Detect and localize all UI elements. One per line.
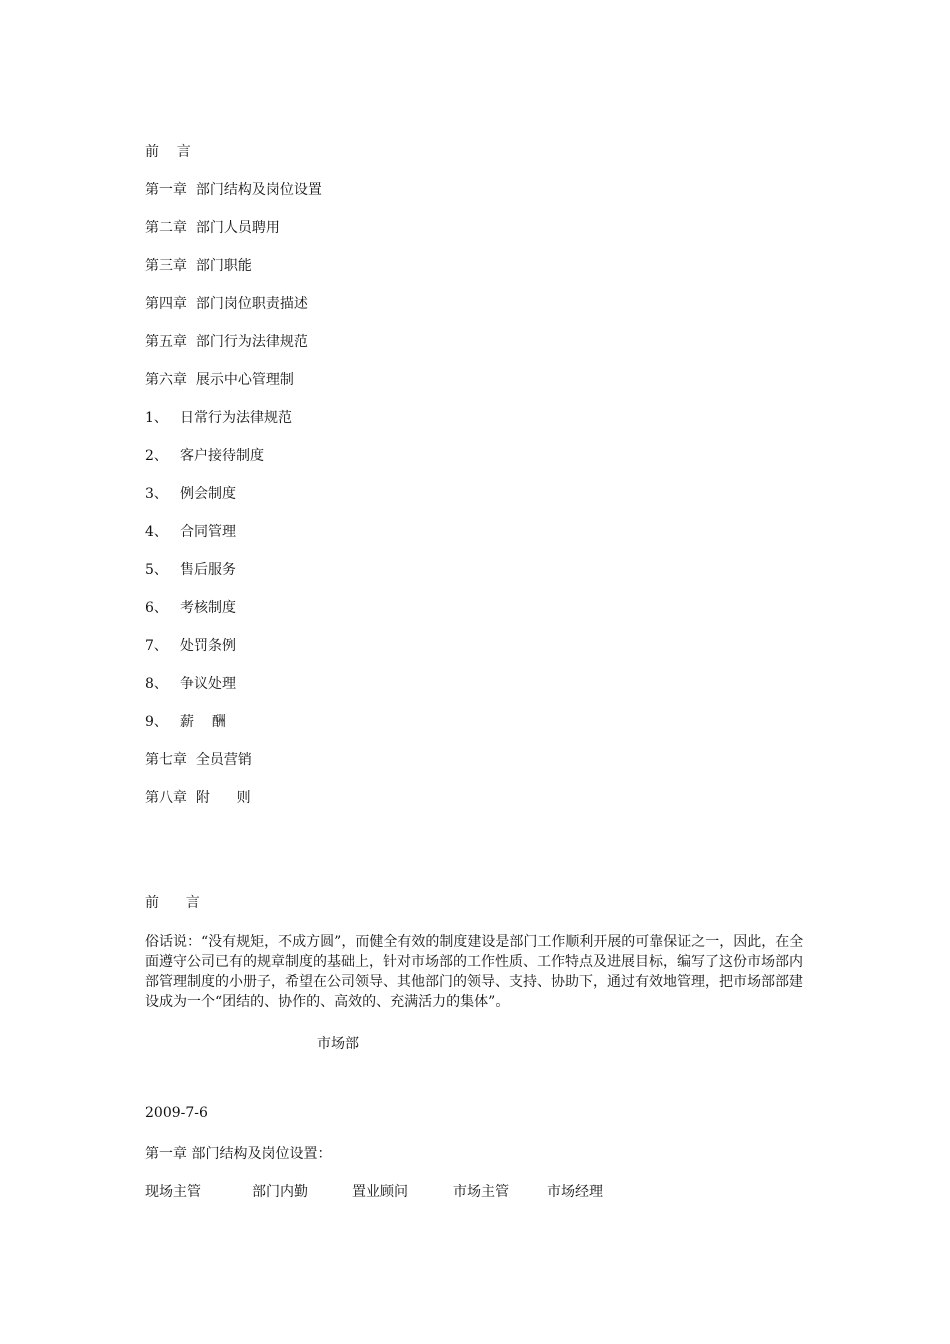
toc-item-number: 3、: [145, 486, 168, 502]
toc-item-number: 7、: [145, 638, 168, 654]
toc-item-text: 处罚条例: [180, 638, 236, 654]
toc-item-text: 合同管理: [180, 524, 236, 540]
toc-subitem: [145, 636, 322, 674]
toc-subitem: [145, 446, 322, 484]
toc-item: [145, 750, 322, 788]
toc-item: [145, 332, 322, 370]
table-of-contents: [145, 142, 322, 826]
preface-paragraph: 俗话说：“没有规矩，不成方圆”，而健全有效的制度建设是部门工作顺利开展的可靠保证之一，因此，在全面遵守公司已有的规章制度的基础上，针对市场部的工作性质、工作特点及进展目标，编写了这份市场部内部管理制度的小册子，希望在公司领导、其他部门的领导、支持、协助下，通过有效地管理，把市场部部建设成为一个“团结的、协作的、高效的、充满活力的集体”。: [145, 934, 804, 1010]
toc-item-text: 例会制度: [180, 486, 236, 502]
role-item: 现场主管: [145, 1184, 201, 1200]
preface-title: 前 言: [145, 895, 200, 911]
toc-item-text: 第八章 附 则: [145, 790, 251, 806]
toc-item: [145, 370, 322, 408]
toc-item-text: 考核制度: [180, 600, 236, 616]
toc-subitem: [145, 712, 322, 750]
toc-item-text: 客户接待制度: [180, 448, 264, 464]
toc-item-text: 第三章 部门职能: [145, 258, 252, 274]
toc-item-text: 争议处理: [180, 676, 236, 692]
role-list: [145, 1181, 805, 1201]
toc-item: [145, 788, 322, 826]
toc-item-number: 4、: [145, 524, 168, 540]
toc-subitem: [145, 598, 322, 636]
toc-item-text: 日常行为法律规范: [180, 410, 292, 426]
toc-item-text: 前 言: [145, 144, 191, 160]
toc-item: [145, 180, 322, 218]
toc-item-text: 第一章 部门结构及岗位设置: [145, 182, 322, 198]
toc-subitem: [145, 484, 322, 522]
toc-item-text: 第二章 部门人员聘用: [145, 220, 280, 236]
role-item: 置业顾问: [352, 1184, 408, 1200]
toc-item: [145, 142, 322, 180]
toc-item-number: 5、: [145, 562, 168, 578]
toc-subitem: [145, 408, 322, 446]
signature: 市场部: [317, 1036, 359, 1052]
toc-item: [145, 256, 322, 294]
toc-item: [145, 218, 322, 256]
role-item: 部门内勤: [252, 1184, 308, 1200]
toc-item-number: 6、: [145, 600, 168, 616]
toc-item-number: 9、: [145, 714, 168, 730]
toc-item-text: 第五章 部门行为法律规范: [145, 334, 308, 350]
toc-item-text: 第七章 全员营销: [145, 752, 252, 768]
role-item: 市场经理: [547, 1184, 603, 1200]
toc-item-number: 2、: [145, 448, 168, 464]
toc-subitem: [145, 674, 322, 712]
toc-item: [145, 294, 322, 332]
toc-item-number: 8、: [145, 676, 168, 692]
toc-item-text: 第四章 部门岗位职责描述: [145, 296, 308, 312]
toc-subitem: [145, 522, 322, 560]
toc-item-text: 薪 酬: [180, 714, 226, 730]
toc-item-text: 第六章 展示中心管理制: [145, 372, 294, 388]
toc-item-number: 1、: [145, 410, 168, 426]
role-item: 市场主管: [453, 1184, 509, 1200]
toc-subitem: [145, 560, 322, 598]
date: 2009-7-6: [145, 1105, 208, 1121]
chapter-title: 第一章 部门结构及岗位设置：: [145, 1146, 332, 1162]
toc-item-text: 售后服务: [180, 562, 236, 578]
